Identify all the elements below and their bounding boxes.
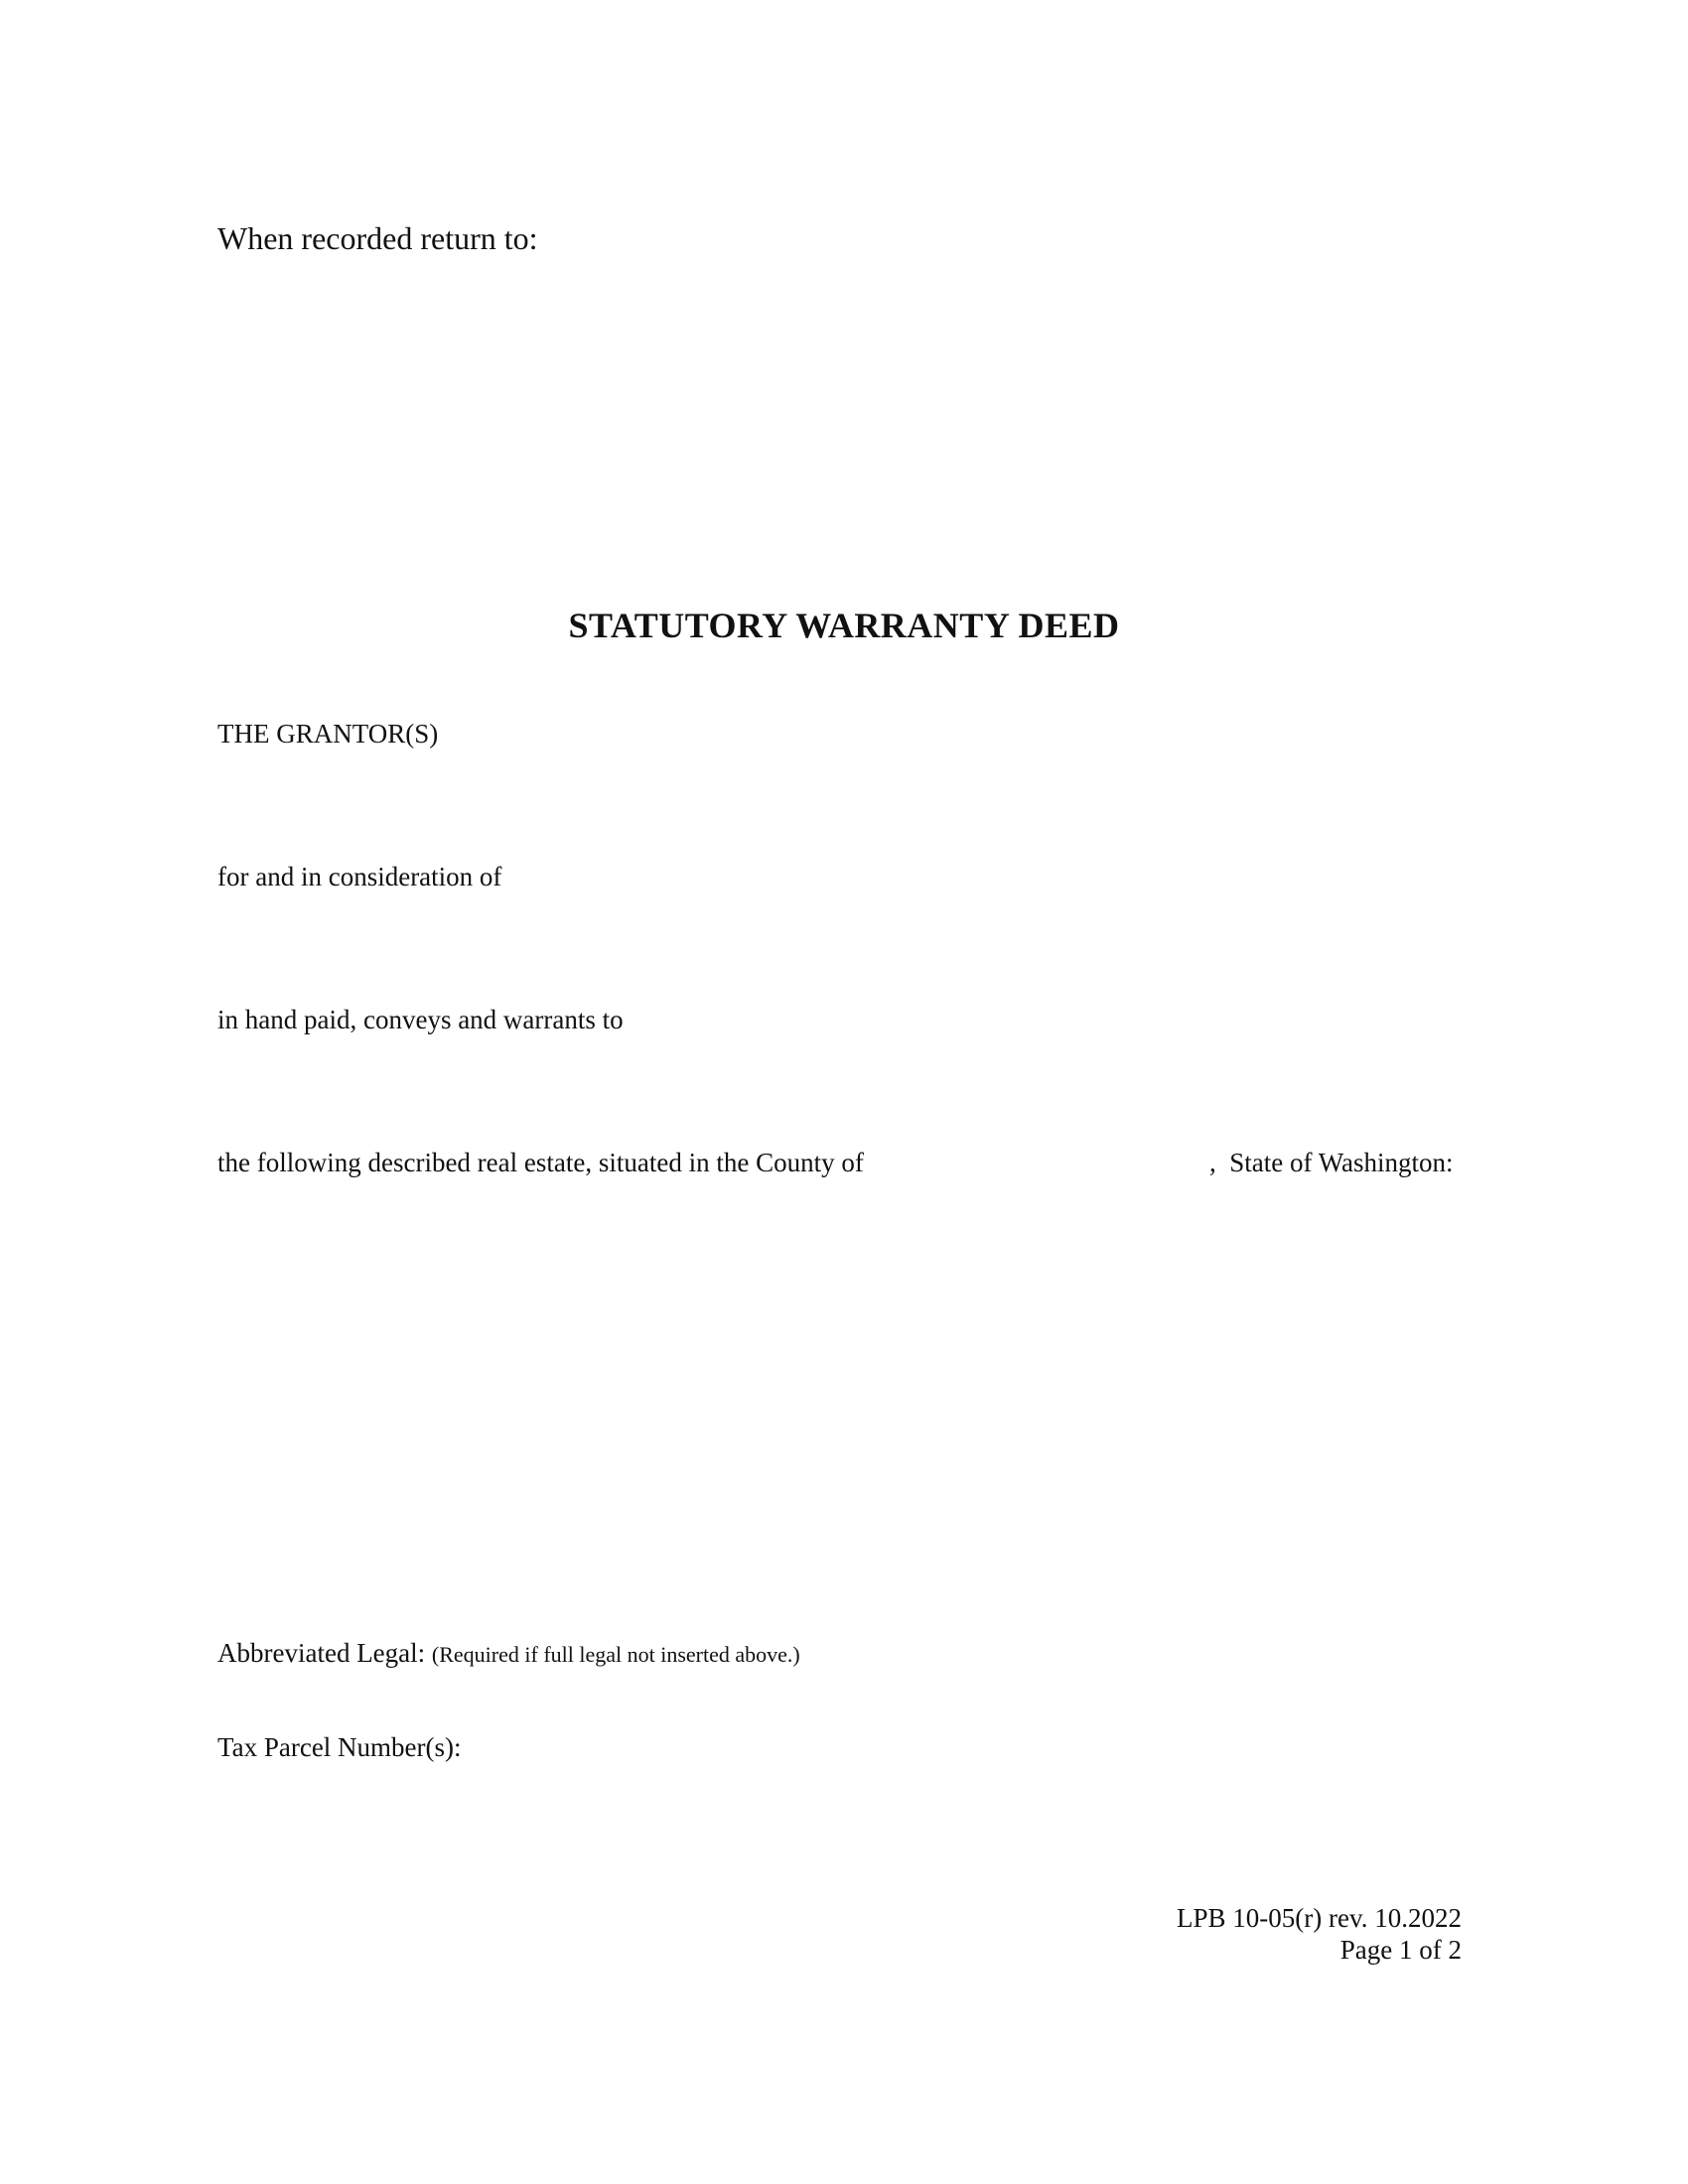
grantor-label: THE GRANTOR(S) — [217, 719, 439, 749]
page-number: Page 1 of 2 — [1339, 1935, 1462, 1966]
tax-parcel-label: Tax Parcel Number(s): — [217, 1732, 462, 1762]
state-label: , State of Washington: — [1209, 1148, 1454, 1177]
abbreviated-legal-label: Abbreviated Legal: — [217, 1638, 432, 1668]
form-footer — [1177, 1902, 1462, 1967]
consideration-label: for and in consideration of — [217, 862, 502, 891]
form-id: LPB 10-05(r) rev. 10.2022 — [1177, 1903, 1462, 1933]
abbreviated-legal-note: (Required if full legal not inserted above.) — [431, 1642, 800, 1667]
conveys-label: in hand paid, conveys and warrants to — [217, 1005, 624, 1034]
abbreviated-legal-line — [217, 1640, 800, 1667]
return-to-label: When recorded return to: — [217, 220, 538, 256]
document-title: STATUTORY WARRANTY DEED — [568, 606, 1120, 645]
county-label: the following described real estate, situated in the County of — [217, 1148, 864, 1177]
